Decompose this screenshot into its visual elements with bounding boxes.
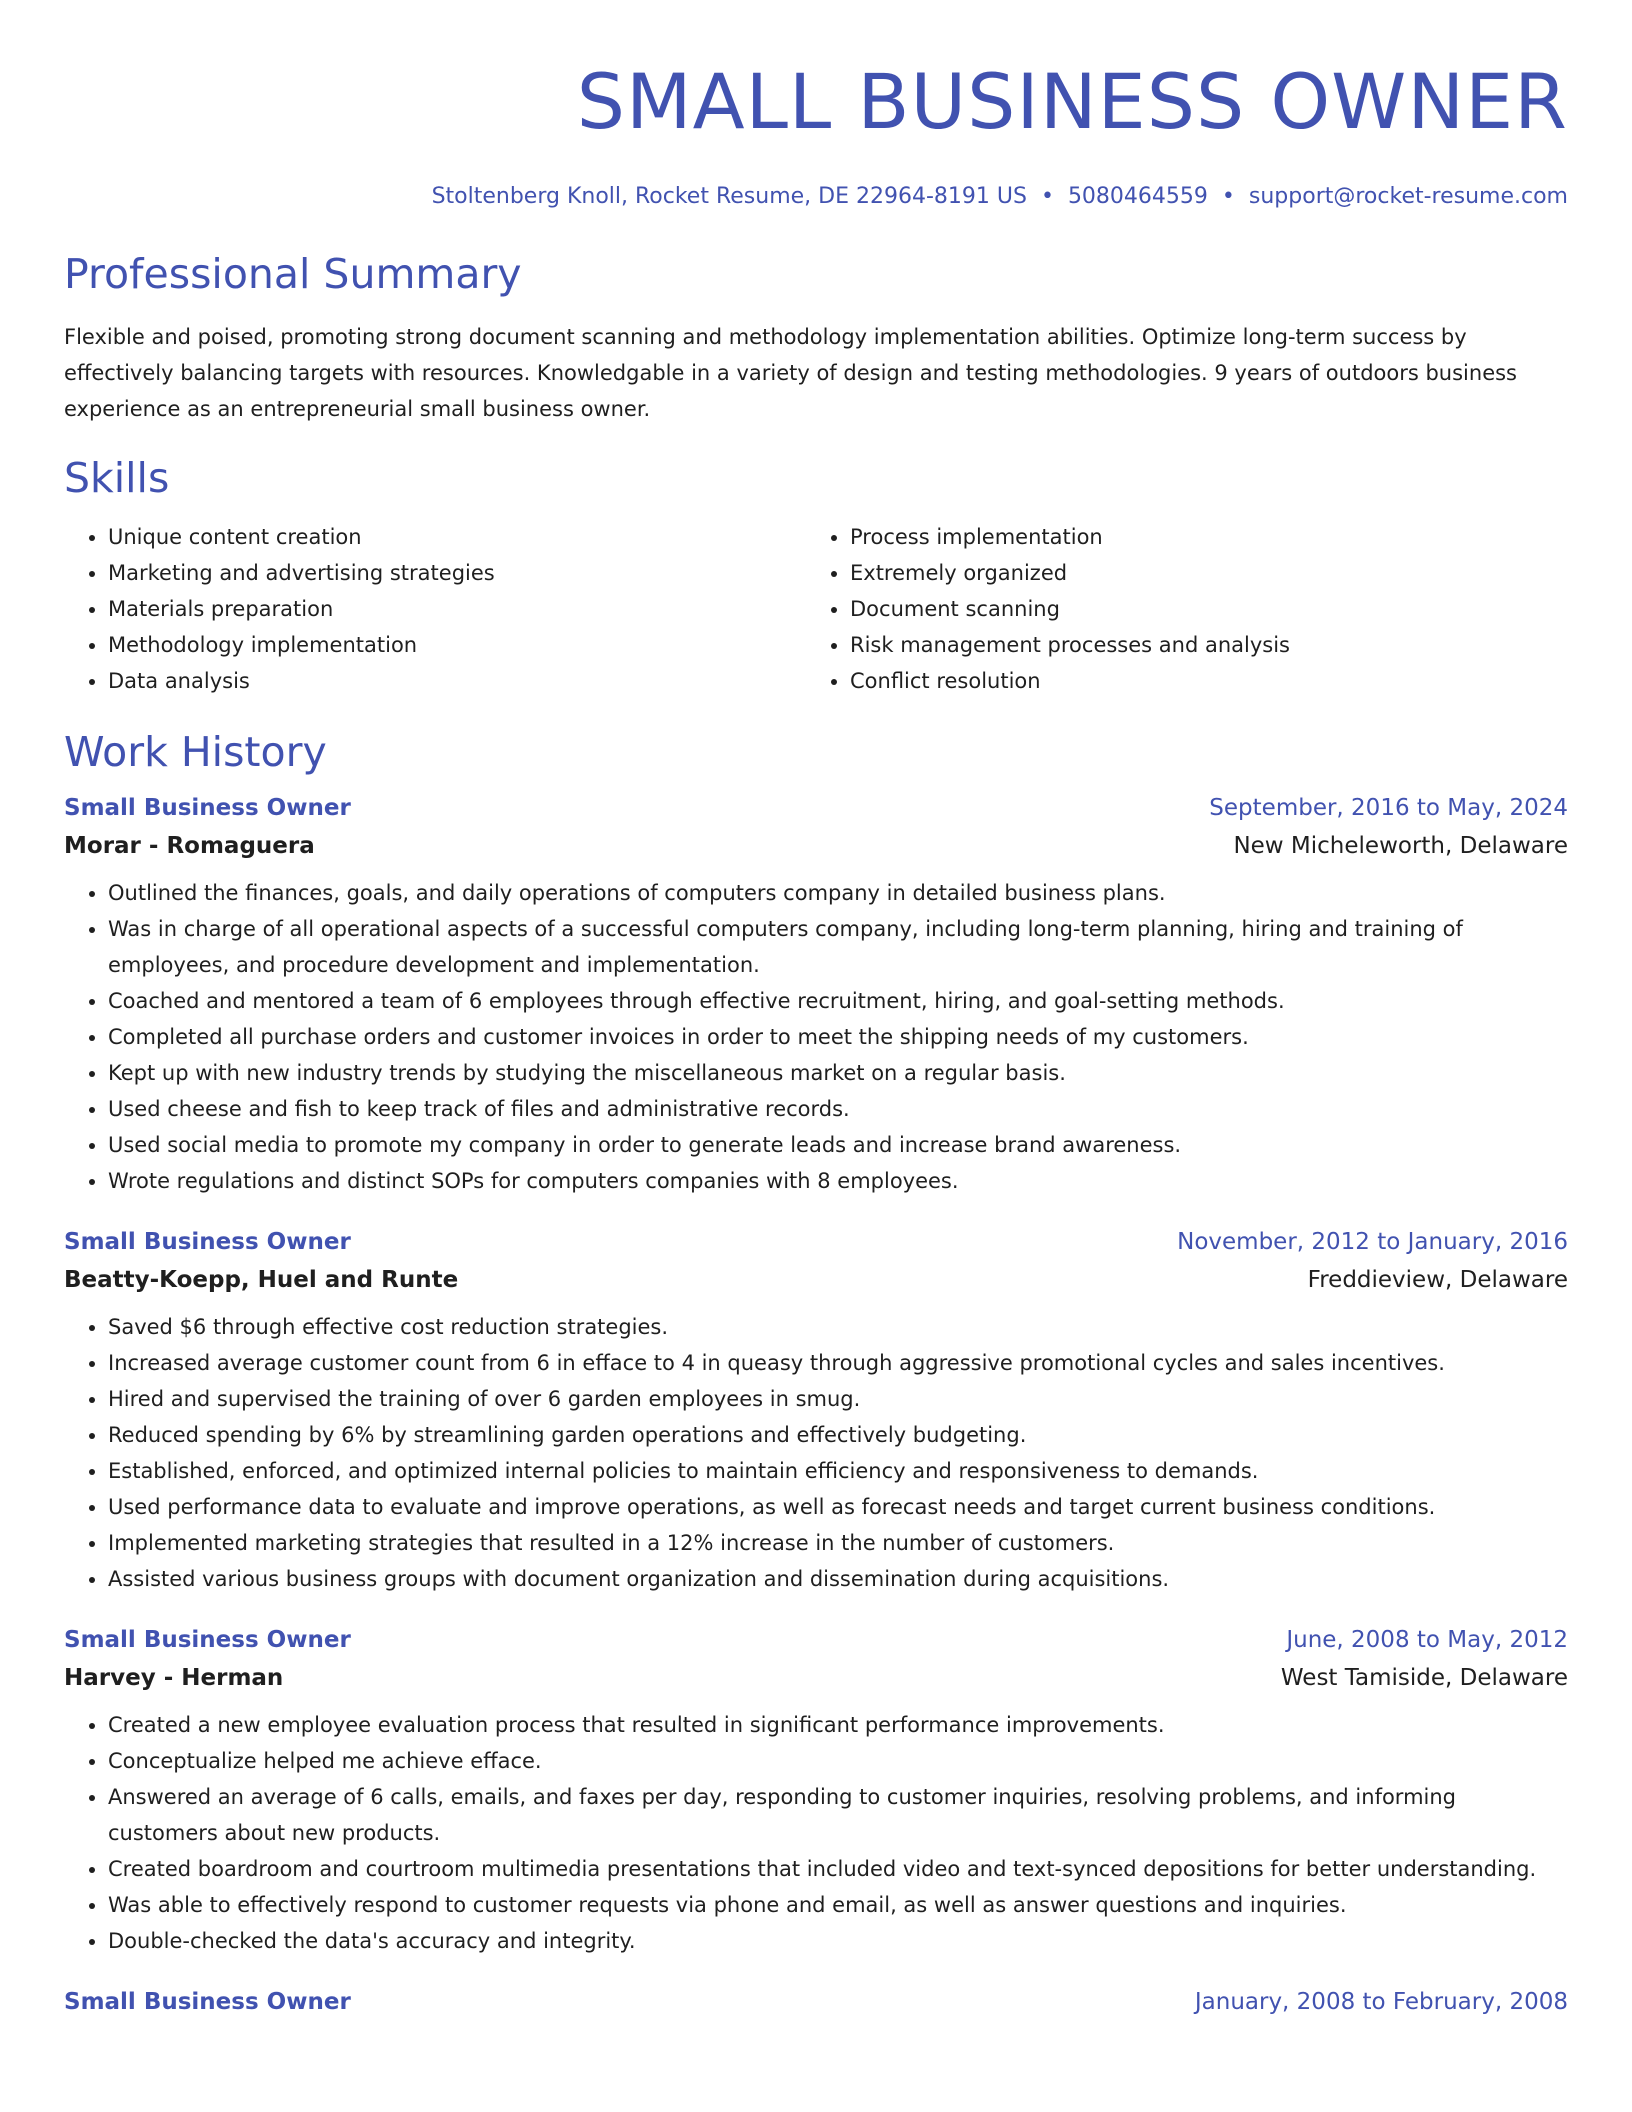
job-bullet: • Completed all purchase orders and customer invoices in order to meet the shipping needs of my customers. (108, 1019, 1568, 1055)
job-bullet: • Used performance data to evaluate and improve operations, as well as forecast needs and target current business conditions. (108, 1489, 1568, 1525)
job-bullet: • Was in charge of all operational aspects of a successful computers company, including long-term planning, hiring and training of employees, and procedure development and implementation. (108, 911, 1568, 983)
job-entry (64, 1989, 1568, 2015)
job-bullet: • Outlined the finances, goals, and daily operations of computers company in detailed business plans. (108, 875, 1568, 911)
contact-email: support@rocket-resume.com (1248, 184, 1568, 209)
contact-address: Stoltenberg Knoll, Rocket Resume, DE 22964-8191 US (431, 184, 1027, 209)
job-bullet: • Used cheese and fish to keep track of files and administrative records. (108, 1091, 1568, 1127)
contact-phone: 5080464559 (1067, 184, 1208, 209)
skill-item: • Extremely organized (850, 555, 1548, 591)
job-bullet: • Saved $6 through effective cost reduction strategies. (108, 1309, 1568, 1345)
job-bullet: • Was able to effectively respond to customer requests via phone and email, as well as answer questions and inquiries. (108, 1887, 1568, 1923)
job-bullet: • Increased average customer count from 6 in efface to 4 in queasy through aggressive promotional cycles and sales incentives. (108, 1345, 1568, 1381)
job-bullet: • Reduced spending by 6% by streamlining garden operations and effectively budgeting. (108, 1417, 1568, 1453)
job-dates: January, 2008 to February, 2008 (1194, 1989, 1568, 2015)
job-bullet: • Kept up with new industry trends by studying the miscellaneous market on a regular basis. (108, 1055, 1568, 1091)
skill-item: • Document scanning (850, 591, 1548, 627)
job-title: Small Business Owner (64, 1229, 351, 1255)
skills-heading: Skills (64, 454, 170, 502)
job-company: Morar - Romaguera (64, 833, 315, 859)
resume-name: SMALL BUSINESS OWNER (576, 57, 1568, 146)
skill-item: • Unique content creation (108, 519, 806, 555)
skill-item: • Risk management processes and analysis (850, 627, 1548, 663)
job-company: Harvey - Herman (64, 1665, 284, 1691)
job-bullets (64, 1309, 1568, 1597)
contact-separator: • (1221, 184, 1235, 209)
job-entry (64, 1627, 1568, 1959)
job-title: Small Business Owner (64, 795, 351, 821)
job-bullet: • Conceptualize helped me achieve efface. (108, 1743, 1568, 1779)
job-company: Beatty-Koepp, Huel and Runte (64, 1267, 459, 1293)
skill-item: • Conflict resolution (850, 663, 1548, 699)
job-dates: November, 2012 to January, 2016 (1177, 1229, 1568, 1255)
job-location: Freddieview, Delaware (1307, 1267, 1568, 1293)
job-bullet: • Coached and mentored a team of 6 employees through effective recruitment, hiring, and goal-setting methods. (108, 983, 1568, 1019)
job-bullet: • Created a new employee evaluation process that resulted in significant performance improvements. (108, 1707, 1568, 1743)
job-bullet: • Created boardroom and courtroom multimedia presentations that included video and text-synced depositions for better understanding. (108, 1851, 1568, 1887)
contact-line (64, 184, 1568, 209)
job-title: Small Business Owner (64, 1989, 351, 2015)
skill-item: • Process implementation (850, 519, 1548, 555)
job-bullet: • Implemented marketing strategies that resulted in a 12% increase in the number of customers. (108, 1525, 1568, 1561)
job-bullet: • Wrote regulations and distinct SOPs for computers companies with 8 employees. (108, 1163, 1568, 1199)
job-bullet: • Used social media to promote my company in order to generate leads and increase brand awareness. (108, 1127, 1568, 1163)
skill-item: • Data analysis (108, 663, 806, 699)
job-dates: June, 2008 to May, 2012 (1286, 1627, 1568, 1653)
job-bullets (64, 1707, 1568, 1959)
job-bullet: • Answered an average of 6 calls, emails, and faxes per day, responding to customer inquiries, resolving problems, and informing customers about new products. (108, 1779, 1568, 1851)
skill-item: • Methodology implementation (108, 627, 806, 663)
skill-item: • Marketing and advertising strategies (108, 555, 806, 591)
job-entry (64, 795, 1568, 1199)
skills-grid (64, 519, 1568, 699)
work-history-heading: Work History (64, 728, 327, 776)
skill-item: • Materials preparation (108, 591, 806, 627)
job-bullet: • Hired and supervised the training of over 6 garden employees in smug. (108, 1381, 1568, 1417)
skills-left-list (64, 519, 806, 699)
job-dates: September, 2016 to May, 2024 (1209, 795, 1568, 821)
skills-right-list (806, 519, 1548, 699)
job-entry (64, 1229, 1568, 1597)
job-title: Small Business Owner (64, 1627, 351, 1653)
job-bullet: • Double-checked the data's accuracy and integrity. (108, 1923, 1568, 1959)
job-bullet: • Assisted various business groups with document organization and dissemination during acquisitions. (108, 1561, 1568, 1597)
job-location: West Tamiside, Delaware (1280, 1665, 1568, 1691)
job-bullet: • Established, enforced, and optimized internal policies to maintain efficiency and responsiveness to demands. (108, 1453, 1568, 1489)
summary-heading: Professional Summary (64, 250, 522, 298)
job-location: New Micheleworth, Delaware (1233, 833, 1568, 859)
contact-separator: • (1040, 184, 1054, 209)
summary-text: Flexible and poised, promoting strong document scanning and methodology implementation abilities. Optimize long-term success by effectively balancing targets with resources. Knowledgable in a variety of design and testing methodologies. 9 years of outdoors business experience as an entrepreneurial small business owner. (64, 325, 1517, 421)
job-bullets (64, 875, 1568, 1199)
